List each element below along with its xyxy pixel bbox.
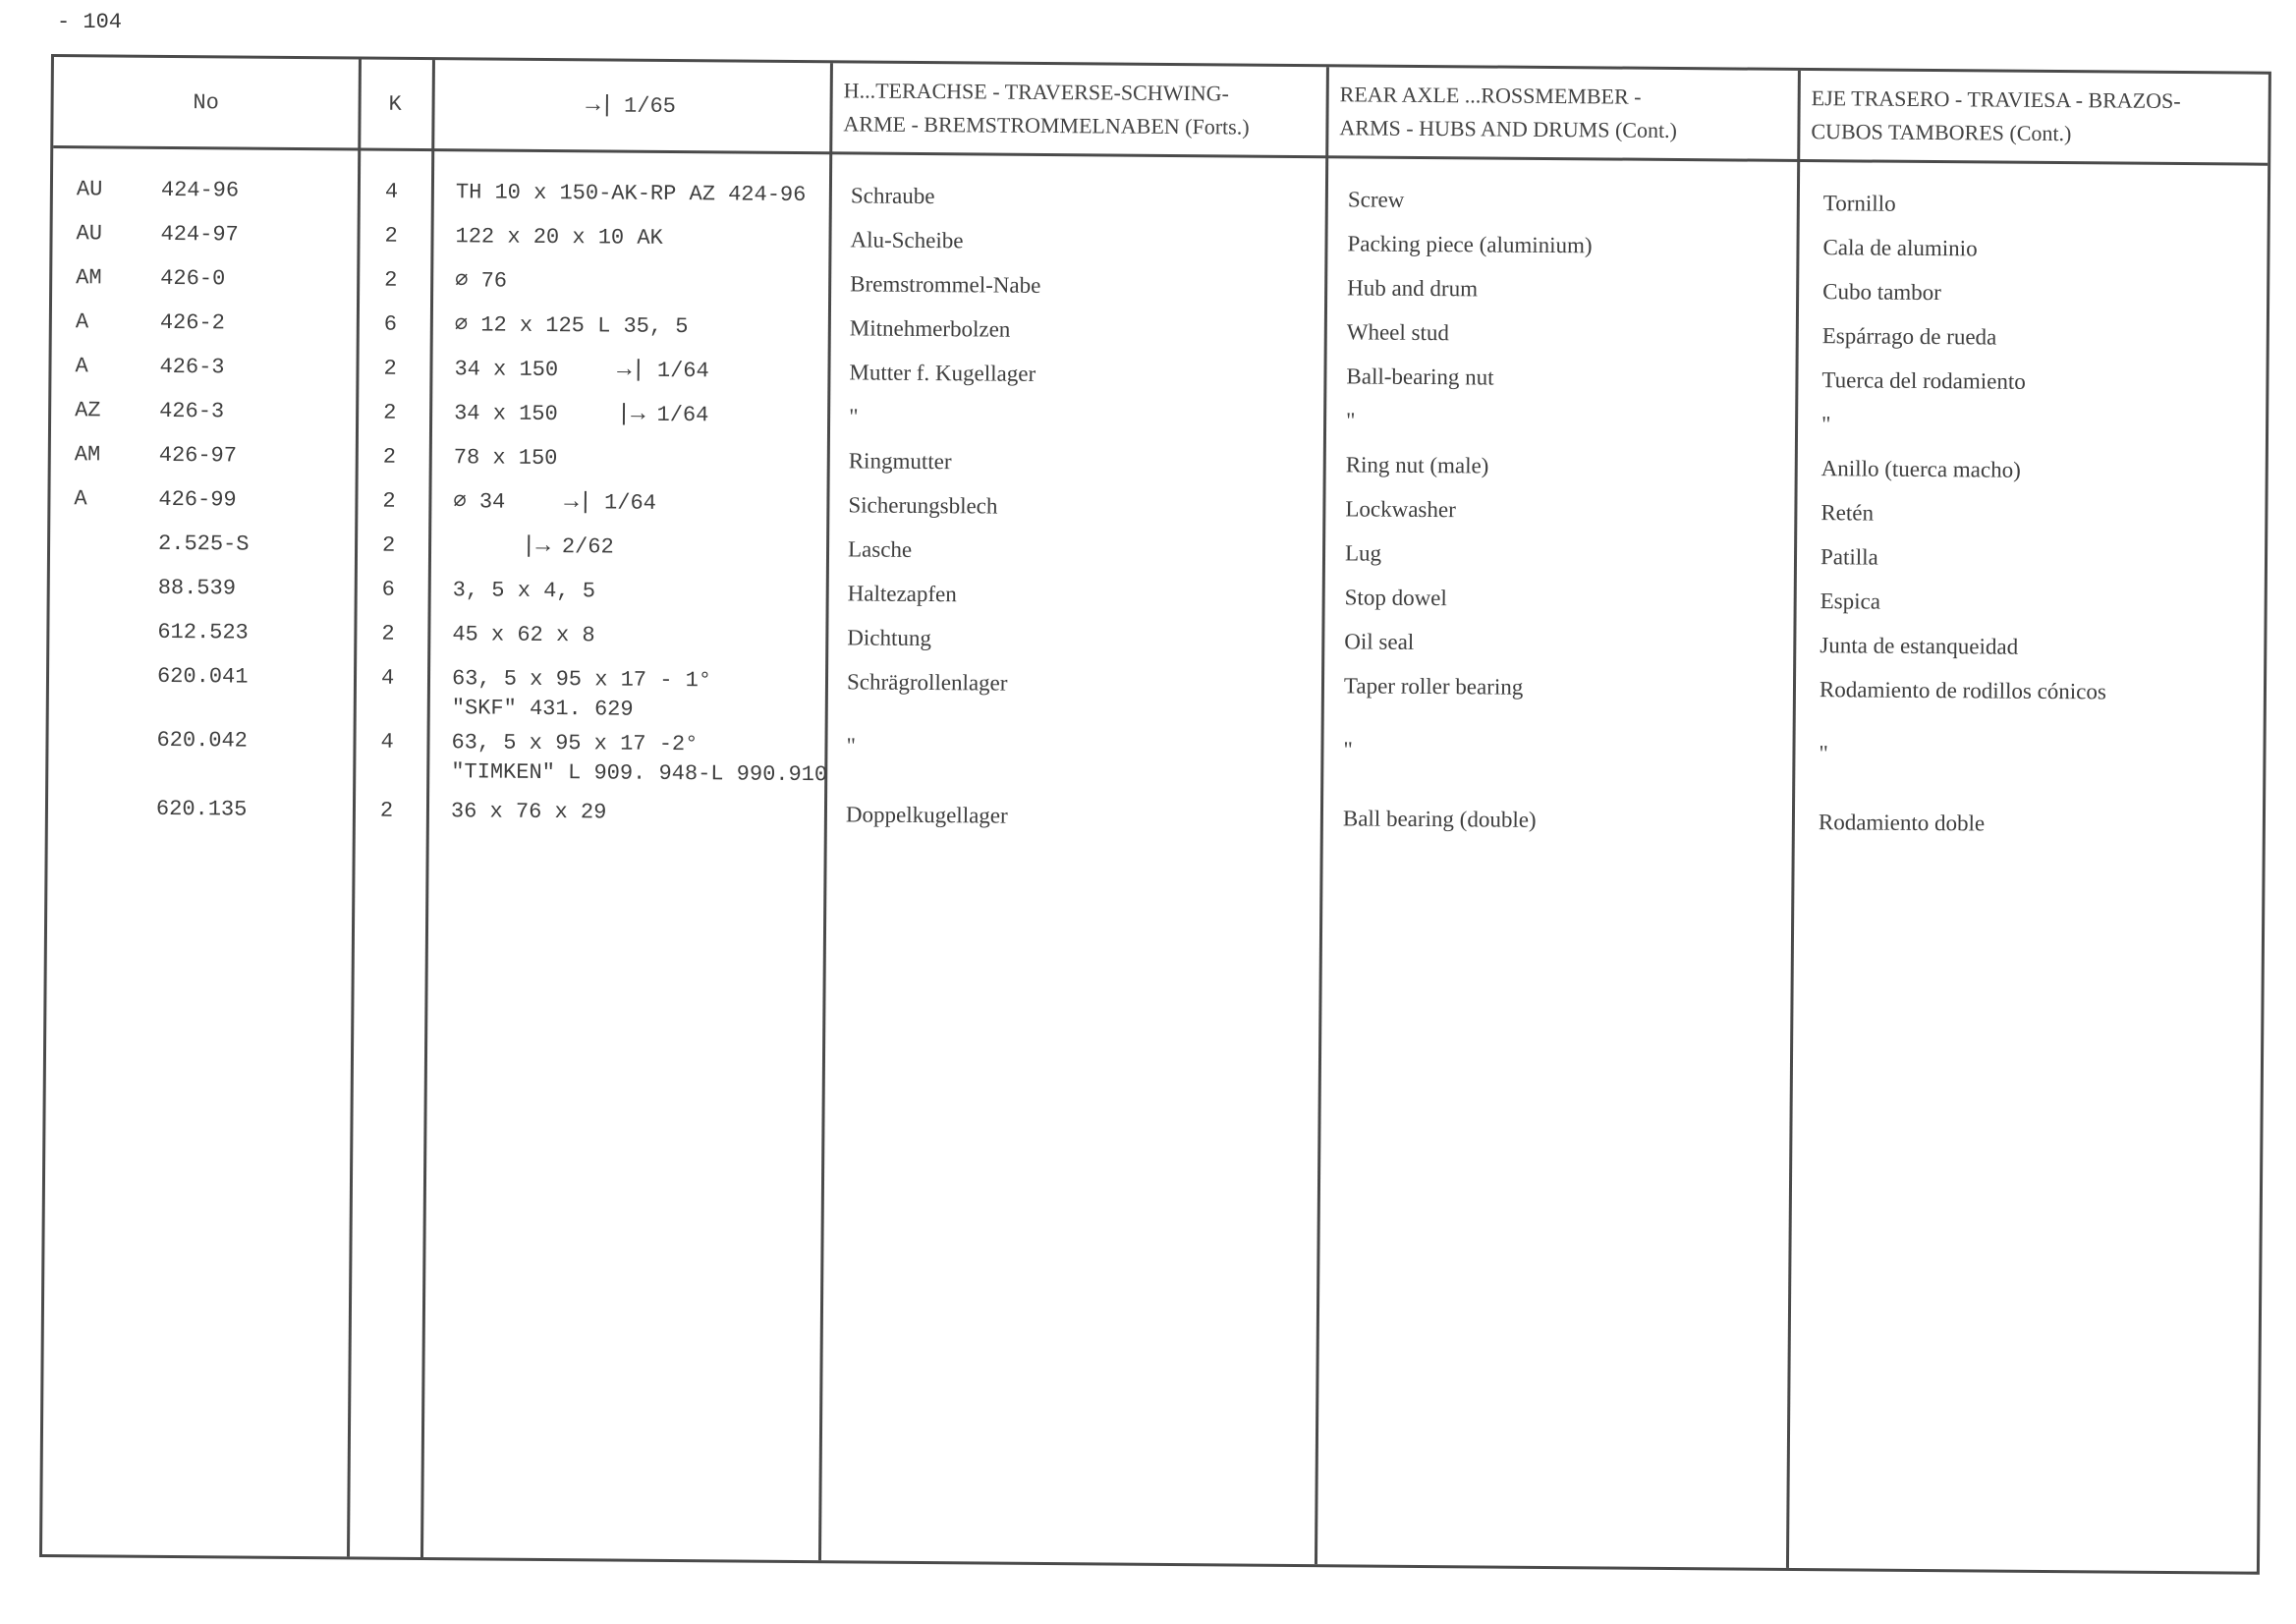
english-description: " (1346, 408, 1356, 433)
part-number: 88.539 (157, 575, 237, 601)
dimensions (454, 443, 558, 474)
german-description: Mutter f. Kugellager (849, 360, 1036, 386)
header-spanish-line1: EJE TRASERO - TRAVIESA - BRAZOS- (1811, 85, 2181, 114)
dimensions (454, 399, 708, 430)
english-description: Taper roller bearing (1343, 673, 1524, 700)
header-german-line2: ARME - BREMSTROMMELNABEN (Forts.) (843, 111, 1250, 140)
spanish-description: Rodamiento de rodillos cónicos (1819, 677, 2107, 704)
part-number: 612.523 (157, 619, 249, 645)
quantity: 2 (382, 488, 396, 514)
part-prefix: AM (76, 265, 102, 291)
german-description: Schrägrollenlager (846, 669, 1008, 696)
quantity: 6 (383, 311, 398, 337)
bar-arrow-icon: |→ (616, 401, 645, 428)
dimension-text: 45 x 62 x 8 (452, 622, 595, 648)
dimensions (451, 797, 607, 827)
spanish-description: Espárrago de rueda (1821, 323, 1997, 350)
arrow-to-bar-icon: →| (564, 489, 593, 517)
german-description: Ringmutter (848, 448, 952, 475)
part-number: 426-0 (160, 265, 226, 292)
header-no: No (193, 89, 219, 115)
english-description: Lug (1344, 540, 1382, 566)
dimension-text: TH 10 x 150-AK-RP AZ 424-96 (455, 180, 807, 208)
dimension-text: 34 x 150 (454, 357, 559, 383)
part-prefix: AU (76, 221, 103, 247)
english-description: Ring nut (male) (1345, 452, 1489, 478)
header-spanish (1797, 71, 2274, 163)
part-prefix: A (75, 309, 89, 335)
german-description: Alu-Scheibe (850, 227, 964, 253)
part-prefix: A (74, 486, 87, 512)
quantity: 2 (382, 444, 397, 470)
header-english-line2: ARMS - HUBS AND DRUMS (Cont.) (1339, 115, 1678, 142)
spanish-description: Retén (1820, 500, 1875, 526)
header-spanish-line2: CUBOS TAMBORES (Cont.) (1811, 119, 2072, 146)
dimensions (452, 664, 712, 725)
header-ref (431, 60, 830, 151)
dimension-text: 78 x 150 (453, 445, 558, 472)
part-number: 424-97 (160, 221, 239, 248)
dimensions (451, 728, 827, 790)
part-number: 426-3 (159, 354, 225, 380)
quantity: 4 (384, 179, 399, 204)
dimensions (455, 266, 507, 296)
spanish-description: Tuerca del rodamiento (1821, 367, 2026, 394)
quantity: 2 (383, 400, 397, 425)
dimensions (453, 576, 595, 606)
page-number: - 104 (57, 10, 123, 34)
dimension-text: 63, 5 x 95 x 17 -2° (451, 730, 699, 757)
reference: 1/64 (656, 358, 709, 384)
bar-arrow-icon: |→ (521, 532, 550, 561)
header-english-line1: REAR AXLE ...ROSSMEMBER - (1339, 82, 1642, 109)
quantity: 2 (384, 223, 398, 249)
header-english (1325, 67, 1798, 159)
part-prefix: AM (74, 442, 101, 468)
dimension-text: 122 x 20 x 10 AK (455, 224, 663, 251)
spanish-description: Espica (1820, 588, 1881, 614)
part-number: 426-99 (158, 486, 237, 513)
part-prefix: A (75, 354, 88, 379)
part-number: 426-2 (159, 309, 225, 336)
english-description: Stop dowel (1344, 585, 1447, 611)
dimensions (455, 222, 662, 253)
dimension-text: 3, 5 x 4, 5 (452, 578, 596, 604)
reference: 1/64 (656, 402, 709, 428)
table-row (48, 794, 2263, 870)
english-description: Packing piece (aluminium) (1347, 231, 1593, 258)
dimension-note: "SKF" 431. 629 (451, 696, 634, 722)
german-description: " (849, 404, 859, 429)
arrow-to-bar-icon: →| (586, 91, 615, 120)
dimension-text: 36 x 76 x 29 (450, 799, 607, 825)
english-description: Wheel stud (1346, 319, 1450, 346)
quantity: 2 (384, 267, 398, 293)
dimension-text: 63, 5 x 95 x 17 - 1° (451, 666, 712, 694)
english-description: Ball bearing (double) (1342, 806, 1537, 832)
spanish-description: Tornillo (1822, 191, 1896, 216)
parts-table (39, 54, 2271, 1575)
part-number: 620.135 (155, 796, 248, 822)
quantity: 6 (381, 577, 396, 602)
english-description: " (1343, 737, 1353, 762)
english-description: Hub and drum (1347, 275, 1479, 302)
german-description: Haltezapfen (847, 581, 957, 607)
dimensions (456, 178, 807, 210)
part-number: 424-96 (160, 177, 240, 203)
english-description: Ball-bearing nut (1346, 364, 1494, 390)
spanish-description: " (1819, 741, 1828, 766)
dimensions (452, 620, 594, 650)
german-description: Bremstrommel-Nabe (850, 271, 1041, 298)
quantity: 4 (380, 729, 394, 755)
dimension-text: ∅ 12 x 125 L 35, 5 (454, 312, 689, 340)
arrow-to-bar-icon: →| (617, 357, 646, 384)
table-row (48, 725, 2263, 802)
spanish-description: Anillo (tuerca macho) (1820, 456, 2021, 482)
header-k: K (388, 91, 402, 117)
part-number: 2.525-S (157, 531, 250, 557)
spanish-description: Cubo tambor (1822, 279, 1942, 306)
spanish-description: Cala de aluminio (1822, 235, 1978, 261)
german-description: Mitnehmerbolzen (849, 315, 1011, 342)
quantity: 2 (379, 798, 394, 823)
english-description: Lockwasher (1345, 496, 1456, 523)
german-description: Schraube (850, 183, 935, 209)
quantity: 2 (381, 621, 395, 646)
dimension-note: "TIMKEN" L 909. 948-L 990.910 (451, 759, 828, 788)
header-german-line1: H...TERACHSE - TRAVERSE-SCHWING- (843, 78, 1229, 106)
reference: 1/64 (604, 490, 657, 516)
dimension-text: ∅ 34 (453, 489, 506, 515)
english-description: Oil seal (1344, 629, 1415, 654)
german-description: Dichtung (847, 625, 932, 651)
reference: 2/62 (561, 534, 614, 560)
dimension-text: 34 x 150 (454, 401, 558, 427)
spanish-description: Rodamiento doble (1818, 810, 1986, 836)
german-description: " (846, 733, 856, 758)
dimensions (453, 487, 656, 519)
part-number: 426-97 (158, 442, 238, 469)
english-description: Screw (1347, 187, 1405, 212)
spanish-description: Junta de estanqueidad (1820, 633, 2019, 659)
part-prefix: AZ (75, 398, 101, 423)
part-number: 620.042 (156, 727, 249, 754)
spanish-description: Patilla (1820, 544, 1878, 570)
german-description: Doppelkugellager (845, 802, 1008, 828)
german-description: Sicherungsblech (848, 492, 998, 519)
dimensions (453, 532, 614, 562)
table-body (42, 145, 2268, 1572)
spanish-description: " (1820, 412, 1831, 437)
header-ref-label: 1/65 (624, 93, 677, 119)
quantity: 4 (380, 665, 395, 691)
german-description: Lasche (847, 536, 913, 562)
part-number: 426-3 (159, 398, 225, 424)
part-number: 620.041 (156, 663, 249, 690)
dimensions (454, 355, 708, 386)
quantity: 2 (383, 356, 397, 381)
quantity: 2 (381, 532, 396, 558)
dimension-text: ∅ 76 (455, 268, 508, 294)
part-prefix: AU (76, 177, 103, 202)
dimensions (455, 310, 689, 342)
header-german (829, 63, 1326, 155)
